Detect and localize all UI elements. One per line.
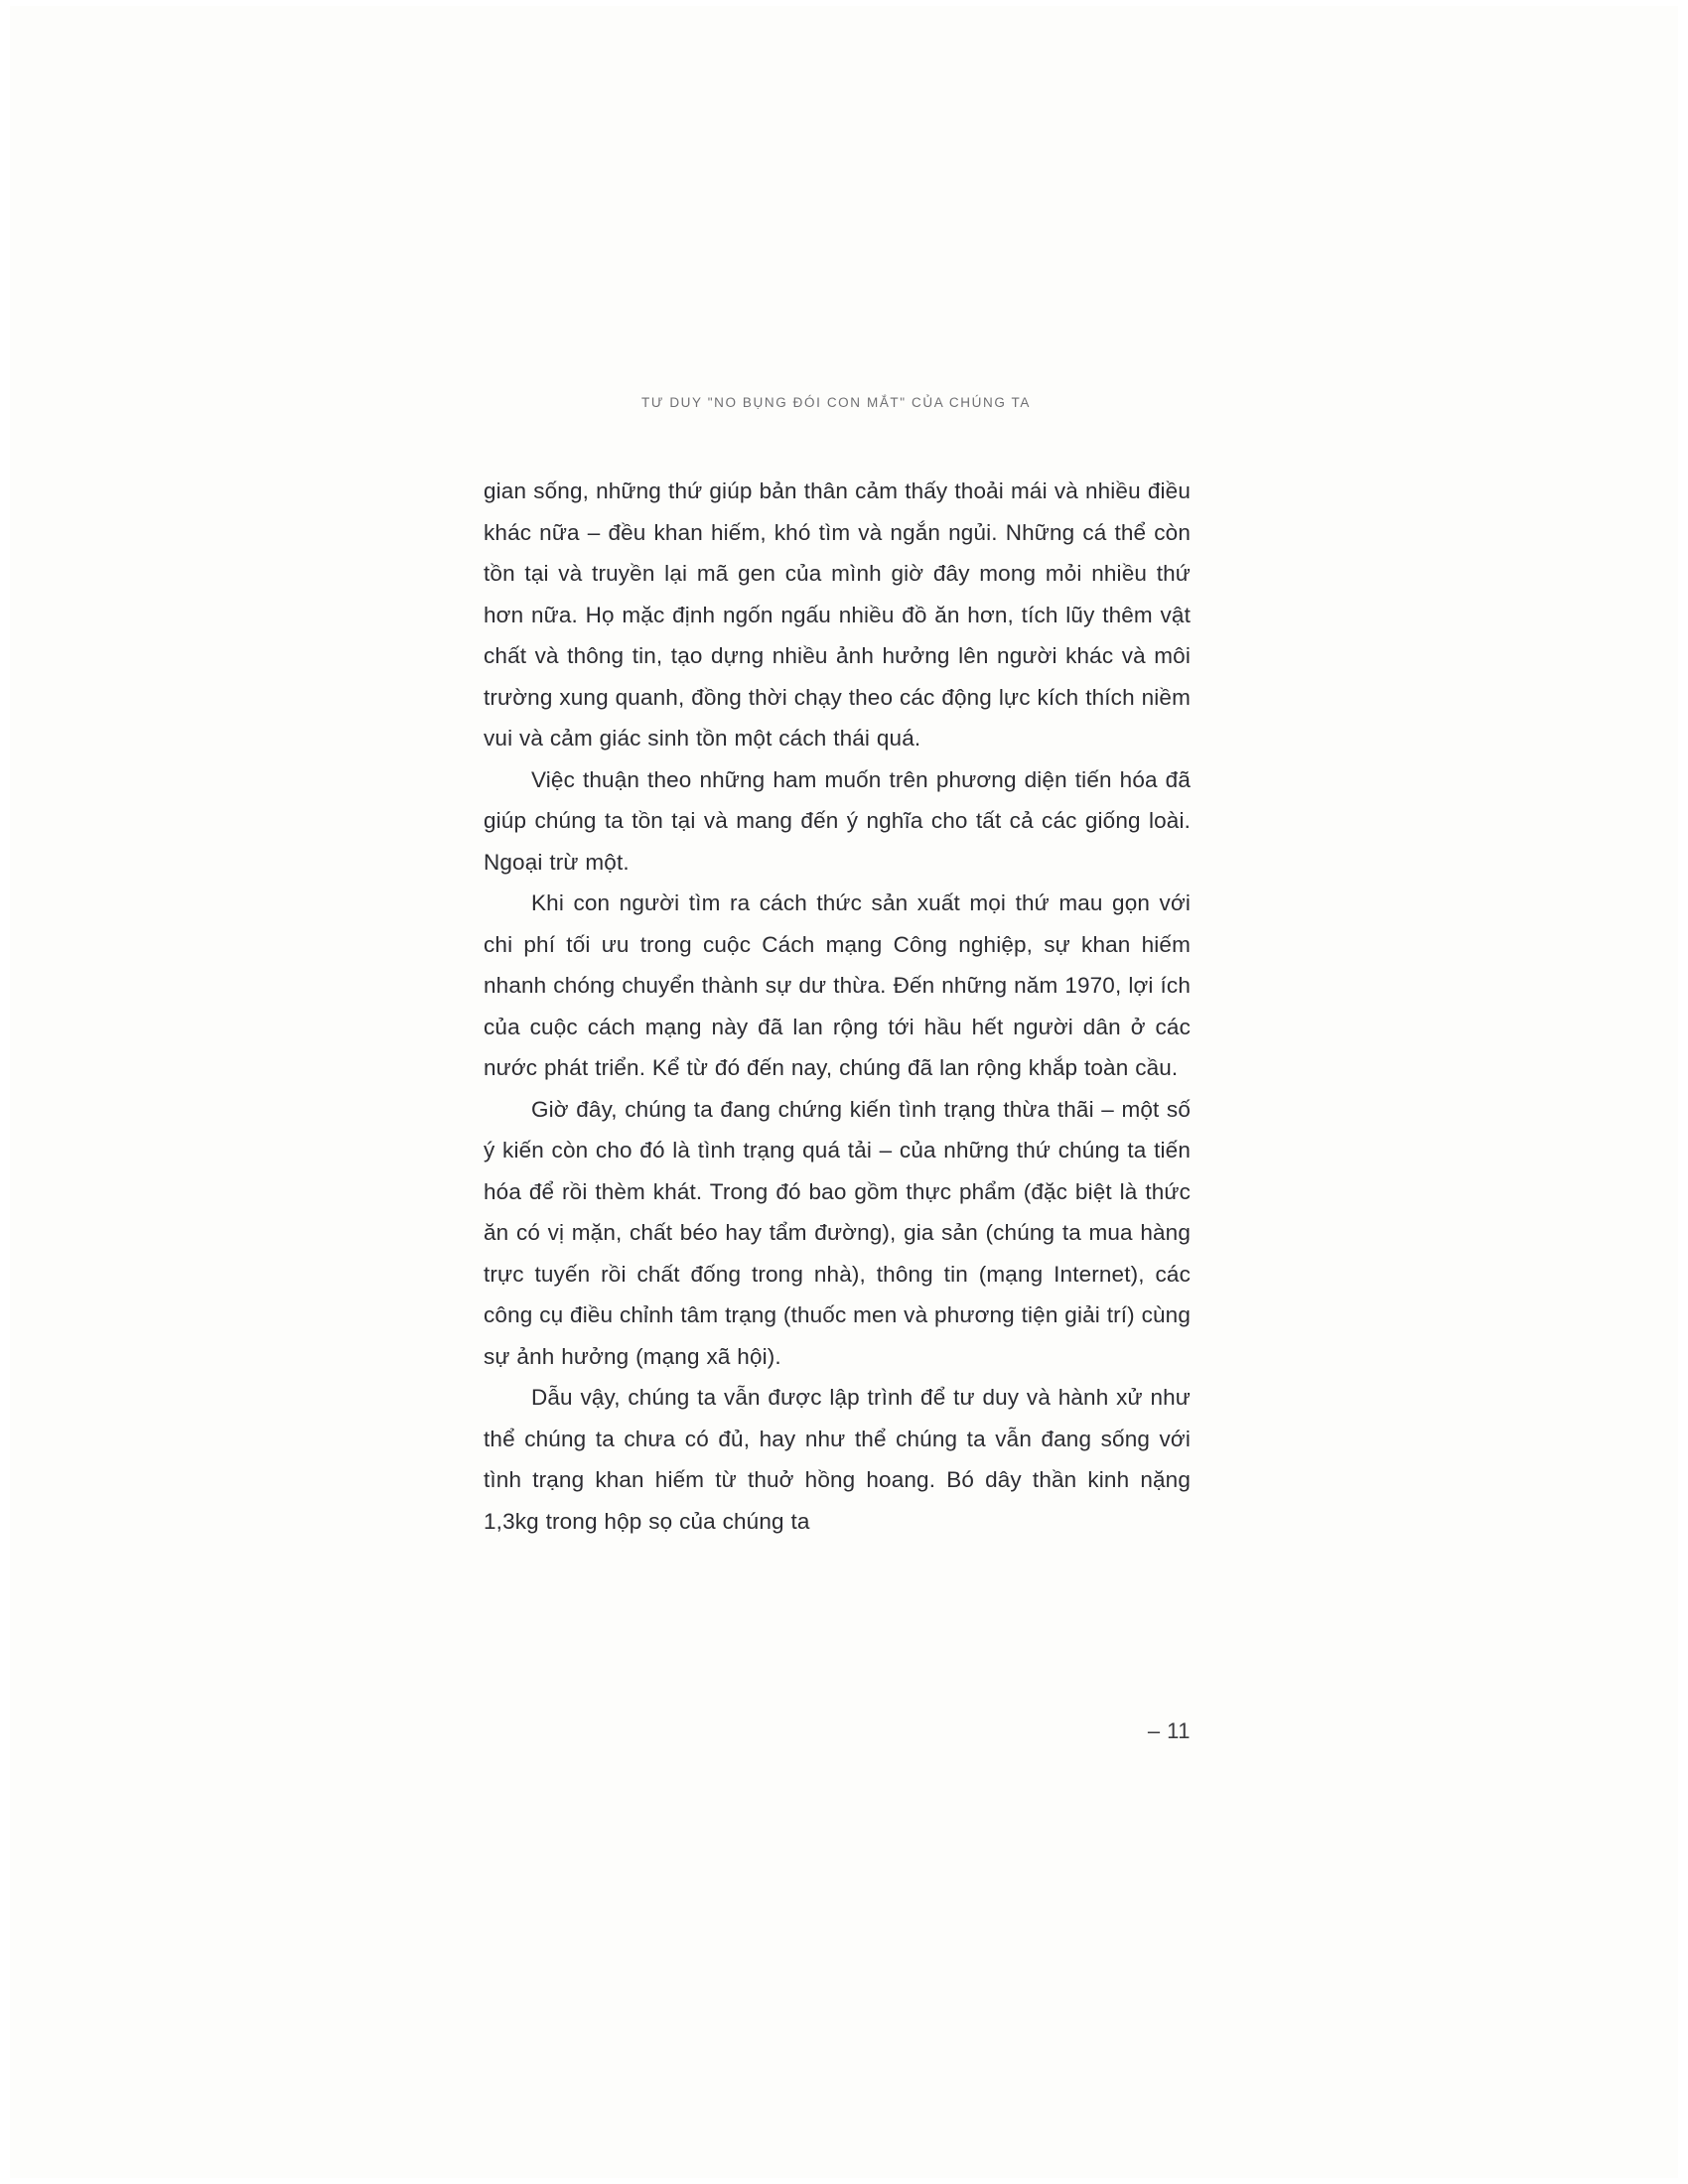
paragraph-3: Khi con người tìm ra cách thức sản xuất mọi thứ mau gọn với chi phí tối ưu trong cuộc Cách mạng Công nghiệp, sự khan hiếm nhanh chóng chuyển thành sự dư thừa. Đến những năm 1970, lợi ích của cuộc cách mạng này đã lan rộng tới hầu hết người dân ở các nước phát triển. Kể từ đó đến nay, chúng đã lan rộng khắp toàn cầu.: [484, 890, 1191, 1080]
paragraph-5: Dẫu vậy, chúng ta vẫn được lập trình để tư duy và hành xử như thể chúng ta chưa có đủ, hay như thể chúng ta vẫn đang sống với tình trạng khan hiếm từ thuở hồng hoang. Bó dây thần kinh nặng 1,3kg trong hộp sọ của chúng ta: [484, 1385, 1191, 1534]
running-head: TƯ DUY "NO BỤNG ĐÓI CON MẮT" CỦA CHÚNG TA: [641, 395, 1031, 410]
page-sheet: [10, 6, 1678, 2178]
body-text: [484, 471, 1191, 1542]
paragraph-4: Giờ đây, chúng ta đang chứng kiến tình trạng thừa thãi – một số ý kiến còn cho đó là tình trạng quá tải – của những thứ chúng ta tiến hóa để rồi thèm khát. Trong đó bao gồm thực phẩm (đặc biệt là thức ăn có vị mặn, chất béo hay tẩm đường), gia sản (chúng ta mua hàng trực tuyến rồi chất đống trong nhà), thông tin (mạng Internet), các công cụ điều chỉnh tâm trạng (thuốc men và phương tiện giải trí) cùng sự ảnh hưởng (mạng xã hội).: [484, 1096, 1192, 1369]
paragraph-2: Việc thuận theo những ham muốn trên phương diện tiến hóa đã giúp chúng ta tồn tại và mang đến ý nghĩa cho tất cả các giống loài. Ngoại trừ một.: [484, 766, 1191, 875]
paragraph-1: gian sống, những thứ giúp bản thân cảm thấy thoải mái và nhiều điều khác nữa – đều khan hiếm, khó tìm và ngắn ngủi. Những cá thể còn tồn tại và truyền lại mã gen của mình giờ đây mong mỏi nhiều thứ hơn nữa. Họ mặc định ngốn ngấu nhiều đồ ăn hơn, tích lũy thêm vật chất và thông tin, tạo dựng nhiều ảnh hưởng lên người khác và môi trường xung quanh, đồng thời chạy theo các động lực kích thích niềm vui và cảm giác sinh tồn một cách thái quá.: [484, 478, 1191, 751]
page-number: – 11: [1147, 1718, 1191, 1743]
